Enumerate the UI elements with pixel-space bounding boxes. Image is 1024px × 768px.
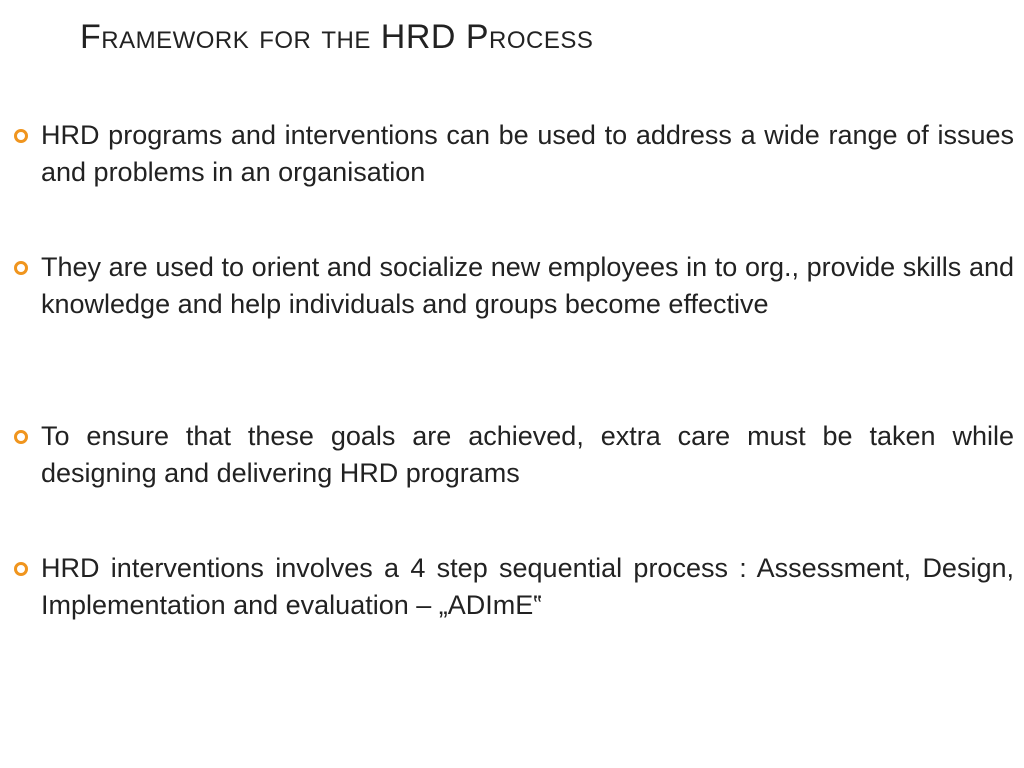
bullet-text: HRD interventions involves a 4 step sequential process : Assessment, Design, Implementation and evaluation – „ADImE‟ xyxy=(41,553,1014,620)
bullet-item-2 xyxy=(14,249,1014,323)
bullet-item-4 xyxy=(14,550,1014,624)
hollow-circle-icon xyxy=(14,430,28,444)
bullet-item-3 xyxy=(14,418,1014,492)
bullet-item-1 xyxy=(14,117,1014,191)
bullet-text: HRD programs and interventions can be used to address a wide range of issues and problems in an organisation xyxy=(41,120,1014,187)
hollow-circle-icon xyxy=(14,562,28,576)
slide-title: Framework for the HRD Process xyxy=(80,18,594,56)
bullet-text: They are used to orient and socialize new employees in to org., provide skills and knowledge and help individuals and groups become effective xyxy=(41,252,1014,319)
hollow-circle-icon xyxy=(14,261,28,275)
bullet-text: To ensure that these goals are achieved, extra care must be taken while designing and delivering HRD programs xyxy=(41,421,1014,488)
hollow-circle-icon xyxy=(14,129,28,143)
